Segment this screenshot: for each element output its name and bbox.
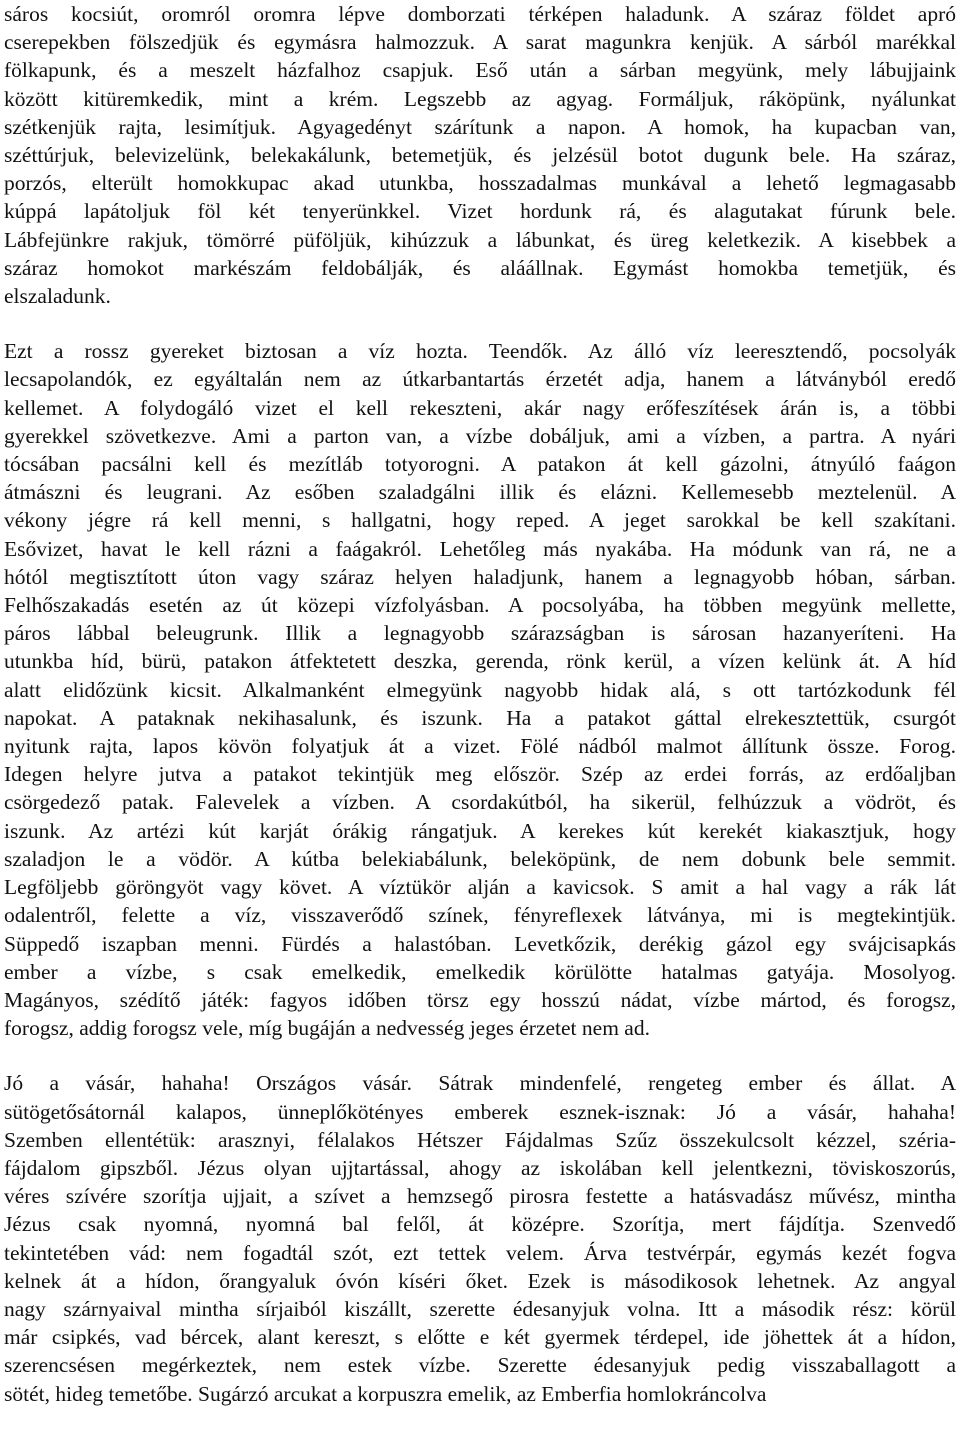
text-line: Legföljebb göröngyöt vagy követ. A víztükör alján a kavicsok. S amit a hal vagy a rák lát xyxy=(4,875,956,900)
text-line: Süppedő iszapban menni. Fürdés a halastóban. Levetkőzik, derékig gázol egy svájcisapkás xyxy=(4,931,956,956)
text-line: Jézus csak nyomná, nyomná bal felől, át középre. Szorítja, mert fájdítja. Szenvedő xyxy=(4,1212,956,1237)
text-line: napokat. A pataknak nekihasalunk, és iszunk. Ha a patakot gáttal elrekesztettük, csurgót xyxy=(4,705,956,730)
text-line: kellemet. A folydogáló vizet el kell rekeszteni, akár nagy erőfeszítések árán is, a többi xyxy=(4,395,956,420)
text-line: átmászni és leugrani. Az esőben szaladgálni illik és elázni. Kellemesebb meztelenül. A xyxy=(4,480,956,505)
text-line: gyerekkel szövetkezve. Ami a parton van, a vízbe dobáljuk, ami a vízben, a partra. A nyári xyxy=(4,423,956,448)
text-line: kúppá lapátoljuk föl két tenyerünkkel. Vizet hordunk rá, és alagutakat fúrunk bele. xyxy=(4,199,956,224)
text-line: tócsában pacsálni kell és mezítláb totyorogni. A patakon át kell gázolni, átnyúló faágon xyxy=(4,452,956,477)
text-line: szerencsésen megérkeztek, nem estek vízbe. Szerette édesanyjuk pedig visszaballagott a xyxy=(4,1353,956,1378)
text-line: Esővizet, havat le kell rázni a faágakról. Lehetőleg más nyakába. Ha módunk van rá, ne a xyxy=(4,536,956,561)
text-line: száraz homokot markészám feldobálják, és aláállnak. Egymást homokba temetjük, és xyxy=(4,255,956,280)
paragraph-fair xyxy=(4,1069,956,1407)
text-line: sütögetősátornál kalapos, ünneplőkötényes emberek esznek-isznak: Jó a vásár, hahaha! xyxy=(4,1099,956,1124)
text-line: lecsapolandók, ez egyáltalán nem az útkarbantartás érzetét adja, hanem a látványból eredő xyxy=(4,367,956,392)
text-line: iszunk. Az artézi kút karját órákig rángatjuk. A kerekes kút kerekét kiakasztjuk, hogy xyxy=(4,818,956,843)
text-line: forogsz, addig forogsz vele, míg bugáján a nedvesség jeges érzetet nem ad. xyxy=(4,1016,650,1041)
text-line: szaladjon le a vödör. A kútba belekiabálunk, beleköpünk, de nem dobunk bele semmit. xyxy=(4,846,956,871)
paragraph-water xyxy=(4,337,956,1042)
text-line: Jó a vásár, hahaha! Országos vásár. Sátrak mindenfelé, rengeteg ember és állat. A xyxy=(4,1071,956,1096)
text-line: vékony jégre rá kell menni, s hallgatni, hogy reped. A jeget sarokkal be kell szakítani. xyxy=(4,508,956,533)
text-line: nagy szárnyaival mintha sírjaiból kiszállt, szerette édesanyjuk volna. Itt a második rész: körül xyxy=(4,1296,956,1321)
text-line: páros lábbal beleugrunk. Illik a legnagyobb szárazságban is sárosan hazanyeríteni. Ha xyxy=(4,621,956,646)
text-line: hótól megtisztított úton vagy száraz helyen haladjunk, hanem a legnagyobb hóban, sárban. xyxy=(4,564,956,589)
text-line: szétkenjük rajta, lesimítjuk. Agyagedényt szárítunk a napon. A homok, ha kupacban van, xyxy=(4,114,956,139)
text-line: tekintetében vád: nem fogadtál szót, ezt tettek velem. Árva testvérpár, egymás kezét fogva xyxy=(4,1240,956,1265)
text-line: sáros kocsiút, oromról oromra lépve domborzati térképen haladunk. A száraz földet apró xyxy=(4,2,956,26)
text-line: ember a vízbe, s csak emelkedik, emelkedik körülötte hatalmas gatyája. Mosolyog. xyxy=(4,959,956,984)
text-line: porzós, elterült homokkupac akad utunkba, hosszadalmas munkával a lehető legmagasabb xyxy=(4,171,956,196)
text-line: csörgedező patak. Falevelek a vízben. A csordakútból, ha sikerül, felhúzzuk a vödröt, és xyxy=(4,790,956,815)
text-line: Magányos, szédítő játék: fagyos időben törsz egy hosszú nádat, vízbe mártod, és forogsz, xyxy=(4,987,956,1012)
text-line: széttúrjuk, belevizelünk, belekakálunk, betemetjük, és jelzésül botot dugunk bele. Ha száraz, xyxy=(4,143,956,168)
text-line: fölkapunk, és a meszelt házfalhoz csapjuk. Eső után a sárban megyünk, mely lábujjaink xyxy=(4,58,956,83)
text-line: Lábfejünkre rakjuk, tömörré püföljük, kihúzzuk a lábunkat, és üreg keletkezik. A kisebbek a xyxy=(4,227,956,252)
text-line: nyitunk rajta, lapos kövön folyatjuk át a vizet. Fölé nádból malmot állítunk össze. Forog. xyxy=(4,734,956,759)
text-line: már csipkés, vad bércek, alant kereszt, s előtte e két gyermek térdepel, ide jöhettek át a hídon, xyxy=(4,1325,956,1350)
text-line: kelnek át a hídon, őrangyaluk óvón kíséri őket. Ezek is másodikosok lehetnek. Az angyal xyxy=(4,1268,956,1293)
text-line: alatt elidőzünk kicsit. Alkalmanként elmegyünk nagyobb hidak alá, s ott tartózkodunk fél xyxy=(4,677,956,702)
text-line: között kitüremkedik, mint a krém. Legszebb az agyag. Formáljuk, ráköpünk, nyálunkat xyxy=(4,86,956,111)
text-line: utunkba híd, bürü, patakon átfektetett deszka, gerenda, rönk kerül, a vízen kelünk át. A híd xyxy=(4,649,956,674)
text-line: cserepekben fölszedjük és egymásra halmozzuk. A sarat magunkra kenjük. A sárból marékkal xyxy=(4,30,956,55)
text-line: Felhőszakadás esetén az út közepi vízfolyásban. A pocsolyába, ha többen megyünk mellette, xyxy=(4,593,956,618)
text-line: Idegen helyre jutva a patakot tekintjük meg először. Szép az erdei forrás, az erdőaljban xyxy=(4,762,956,787)
text-line: odalentről, felette a víz, visszaverődő színek, fényreflexek látványa, mi is megtekintjük. xyxy=(4,903,956,928)
text-line: véres szívére szorítja ujjait, a szívet a hemzsegő pirosra festette a hatásvadász művész, mintha xyxy=(4,1184,956,1209)
text-line: elszaladunk. xyxy=(4,284,111,309)
text-line: sötét, hideg temetőbe. Sugárzó arcukat a korpuszra emelik, az Emberfia homlokráncolva xyxy=(4,1381,767,1406)
paragraph-clay-and-sand xyxy=(4,0,956,310)
text-line: fájdalom gipszből. Jézus olyan ujjtartással, ahogy az iskolában kell jelentkezni, töviskoszorús, xyxy=(4,1155,956,1180)
text-line: Szemben ellentétük: arasznyi, félalakos Hétszer Fájdalmas Szűz összekulcsolt kézzel, széria- xyxy=(4,1127,956,1152)
text-line: Ezt a rossz gyereket biztosan a víz hozta. Teendők. Az álló víz leeresztendő, pocsolyák xyxy=(4,339,956,364)
